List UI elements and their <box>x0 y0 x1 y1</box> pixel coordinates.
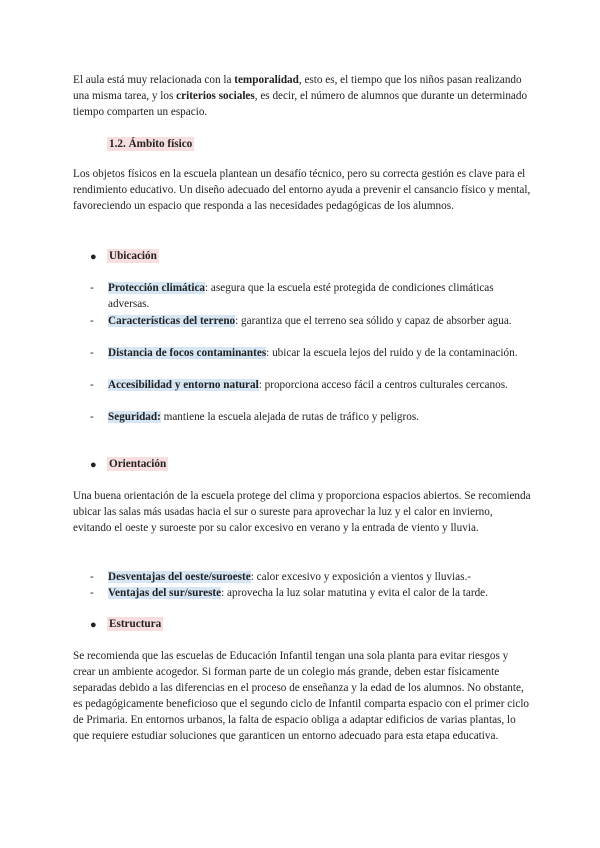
estructura-paragraph: Se recomienda que las escuelas de Educación Infantil tengan una sola planta para evitar riesgos y crear un ambiente acogedor. Si forman parte de un colegio más grande, deben estar físicamente separadas debido a las diferencias en el proceso de enseñanza y la edad de los alumnos. No obstante, es pedagógicamente beneficioso que el segundo ciclo de Infantil comparta espacio con el primer ciclo de Primaria. En entornos urbanos, la falta de espacio obliga a adaptar edificios de varias plantas, lo que requiere estudiar soluciones que garanticen un entorno adecuado para esta etapa educativa. <box>73 650 530 742</box>
list-item: Protección climática: asegura que la escuela esté protegida de condiciones climáticas adversas. <box>108 282 494 310</box>
intro-paragraph: El aula está muy relacionada con la temporalidad, esto es, el tiempo que los niños pasan realizando una misma tarea, y los criterios sociales, es decir, el número de alumnos que durante un determinado tiempo comparten un espacio. <box>73 74 528 118</box>
estructura-heading: Estructura <box>109 618 162 630</box>
bullet-icon: ● <box>90 619 97 631</box>
bullet-icon: ● <box>90 251 97 263</box>
dash-marker: - <box>90 347 94 359</box>
orientacion-heading: Orientación <box>109 458 167 470</box>
dash-marker: - <box>90 315 94 327</box>
term-temporalidad: temporalidad <box>234 74 299 86</box>
ambito-paragraph: Los objetos físicos en la escuela plantean un desafío técnico, pero su correcta gestión es clave para el rendimiento educativo. Un diseño adecuado del entorno ayuda a prevenir el cansancio físico y mental, favoreciendo un espacio que responda a las necesidades pedagógicas de los alumnos. <box>73 168 531 212</box>
list-item: Ventajas del sur/sureste: aprovecha la luz solar matutina y evita el calor de la tarde. <box>108 587 488 599</box>
ubicacion-heading: Ubicación <box>109 250 157 262</box>
dash-marker: - <box>90 411 94 423</box>
dash-marker: - <box>90 282 94 294</box>
dash-marker: - <box>90 587 94 599</box>
list-item: Seguridad: mantiene la escuela alejada de rutas de tráfico y peligros. <box>108 411 419 423</box>
list-item: Características del terreno: garantiza que el terreno sea sólido y capaz de absorber agua. <box>108 315 512 327</box>
dash-marker: - <box>90 379 94 391</box>
section-heading: 1.2. Ámbito físico <box>109 138 193 150</box>
orientacion-paragraph: Una buena orientación de la escuela protege del clima y proporciona espacios abiertos. Se recomienda ubicar las salas más usadas hacia el sur o sureste para aprovechar la luz y el calor en invierno, evitando el oeste y suroeste por su calor excesivo en verano y la entrada de viento y lluvia. <box>73 490 531 534</box>
term-criterios-sociales: criterios sociales <box>176 90 255 102</box>
list-item: Desventajas del oeste/suroeste: calor excesivo y exposición a vientos y lluvias.- <box>108 571 471 583</box>
bullet-icon: ● <box>90 459 97 471</box>
dash-marker: - <box>90 571 94 583</box>
list-item: Accesibilidad y entorno natural: proporciona acceso fácil a centros culturales cercanos. <box>108 379 508 391</box>
list-item: Distancia de focos contaminantes: ubicar la escuela lejos del ruido y de la contaminación. <box>108 347 518 359</box>
